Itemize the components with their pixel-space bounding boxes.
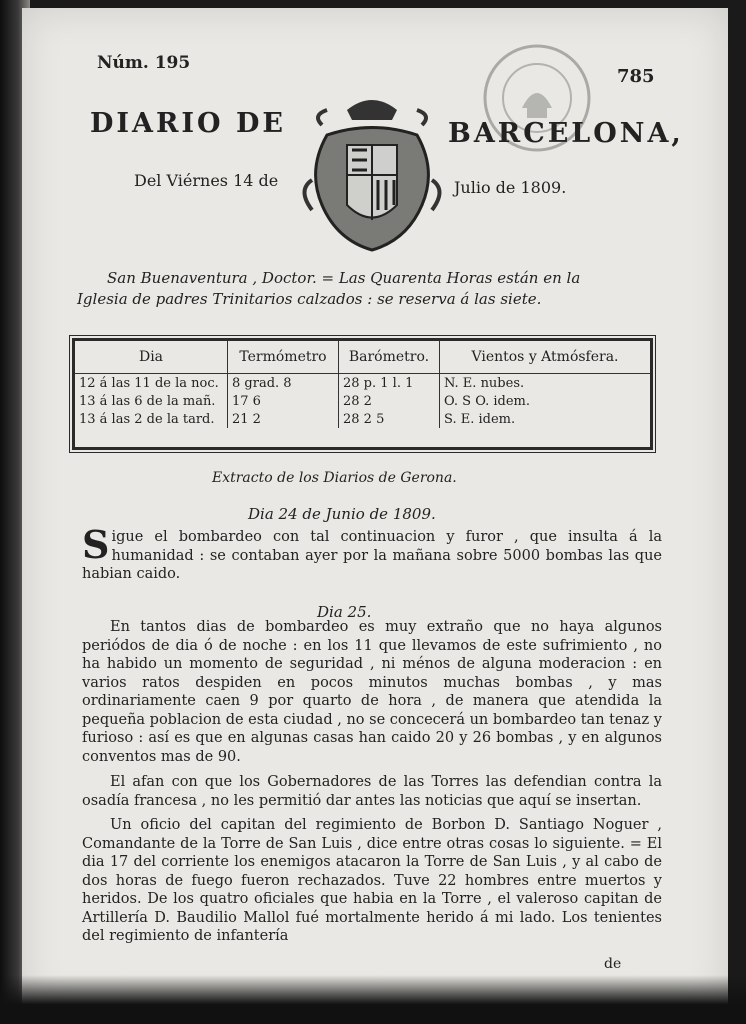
barcelona-coat-of-arms-icon (292, 90, 452, 255)
day24-title: Dia 24 de Junio de 1809. (248, 505, 436, 523)
weather-header-thermometer: Termómetro (228, 341, 339, 374)
weather-cell: O. S O. idem. (444, 393, 530, 409)
weather-header-barometer: Barómetro. (339, 341, 440, 374)
newspaper-page (22, 8, 728, 1008)
weather-cell: 28 2 5 (339, 410, 440, 428)
weather-table-frame (72, 338, 653, 450)
paragraph-1-text: igue el bombardeo con tal continuacion y furor , que insulta á la humanidad : se contaban ayer por la mañana sobre 5000 bombas las que habian caido. (82, 529, 662, 582)
date-right: Julio de 1809. (454, 178, 567, 197)
weather-cell: 28 2 (339, 392, 440, 410)
weather-table (75, 341, 650, 428)
weather-cell: 21 2 (228, 410, 339, 428)
weather-header-winds: Vientos y Atmósfera. (440, 341, 651, 374)
saint-notice-line1: San Buenaventura , Doctor. = Las Quarenta Horas están en la (107, 269, 581, 287)
weather-cell: 13 á las 6 de la mañ. (75, 392, 228, 410)
paragraph-1 (82, 522, 662, 584)
page-number: 785 (617, 66, 655, 87)
table-row (75, 392, 650, 410)
bottom-shadow (0, 975, 746, 1024)
weather-cell: 28 p. 1 l. 1 (339, 374, 440, 393)
weather-cell: S. E. idem. (444, 411, 516, 427)
weather-cell: 12 á las 11 de la noc. (75, 374, 228, 393)
weather-cell: 8 grad. 8 (228, 374, 339, 393)
paragraph-3: El afan con que los Gobernadores de las Torres las defendian contra la osadía francesa , no les permitió dar antes las noticias que aquí se insertan. (82, 774, 662, 809)
masthead-title-right: BARCELONA, (448, 118, 684, 149)
masthead-title-left: DIARIO DE (90, 108, 286, 139)
table-row (75, 410, 650, 428)
paragraph-2: En tantos dias de bombardeo es muy extraño que no haya algunos periódos de dia ó de noche : en los 11 que llevamos de este sufrimiento , no ha habido un momento de seguridad , ni ménos de alguna moderacion : en varios ratos despiden en pocos minutos muchas bombas , y mas ordinariamente caen 9 por quarto de hora , de manera que atendida la pequeña poblacion de esta ciudad , no se concecerá un bombardeo tan tenaz y furioso : así es que en algunas casas han caido 20 y 26 bombas , y en algunos conventos mas de 90. (82, 619, 662, 765)
issue-number: Núm. 195 (97, 53, 191, 73)
table-row (75, 374, 650, 393)
day25-title: Dia 25. (317, 603, 372, 621)
weather-header-day: Dia (75, 341, 228, 374)
saint-notice (77, 268, 657, 310)
weather-cell: 13 á las 2 de la tard. (75, 410, 228, 428)
saint-notice-line2: Iglesia de padres Trinitarios calzados : se reserva á las siete. (77, 290, 542, 308)
dropcap-letter: S (82, 522, 110, 567)
catchword: de (604, 956, 622, 972)
weather-cell: N. E. nubes. (444, 375, 525, 391)
date-left: Del Viérnes 14 de (134, 171, 279, 190)
weather-cell: 17 6 (228, 392, 339, 410)
paragraph-4: Un oficio del capitan del regimiento de Borbon D. Santiago Noguer , Comandante de la Torre de San Luis , dice entre otras cosas lo siguiente. = El dia 17 del corriente los enemigos atacaron la Torre de San Luis , y al cabo de dos horas de fuego fueron rechazados. Tuve 22 hombres entre muertos y heridos. De los quatro oficiales que habia en la Torre , el valeroso capitan de Artillería D. Baudilio Mallol fué mortalmente herido á mi lado. Los tenientes del regimiento de infantería (82, 817, 662, 944)
extract-title: Extracto de los Diarios de Gerona. (212, 470, 457, 486)
